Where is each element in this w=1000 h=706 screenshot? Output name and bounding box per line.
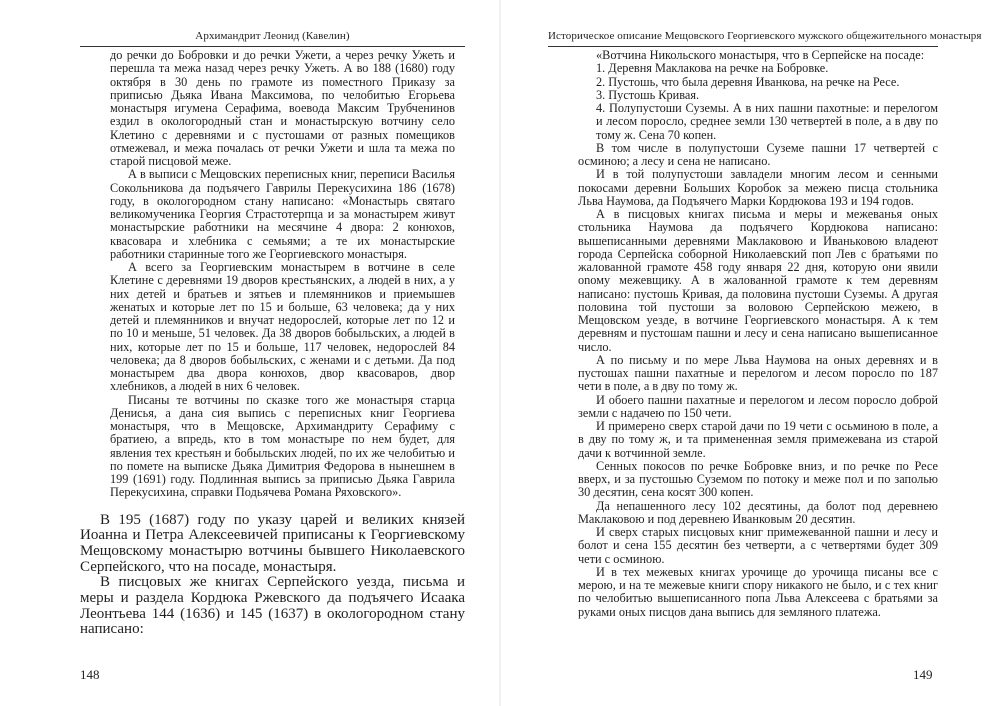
running-head-left: Архимандрит Леонид (Кавелин) — [195, 30, 350, 42]
quoted-document-left — [80, 49, 465, 500]
paragraph-gap — [80, 500, 465, 513]
header-rule-left — [80, 46, 465, 47]
quote-paragraph: А в писцовых книгах письма и меры и межеванья оных стольника Наумова да подъячего Кордюкова написано: вышеписанными деревнями Маклаковою и Иваньковою владеют города Серпейска соборной Николаевский поп Лев с братьями по жалованной грамоте 458 году января 22 дня, которую они явили onому межевщику. А в жалованной грамоте к тем деревням написано: пустошь Кривая, да половина пустоши Суземы. А другая половина той пустоши за воловою Серпейскою межею, в Мещовском уезде, в вотчине Георгиевского монастыря. А к тем деревням и пустошам пашни и лесу и сена написано вышеписанное число. — [578, 207, 938, 354]
list-item: 1. Деревня Маклакова на речке на Бобровке. — [596, 61, 829, 76]
header-rule-right — [548, 46, 938, 47]
quote-paragraph: И примерено сверх старой дачи по 19 чети с осьминою в поле, а в дву по тому ж, и та примененная земля примежевана из старой дачи к вотчинной земле. — [578, 419, 938, 460]
running-head-right: Историческое описание Мещовского Георгиевского мужского общежительного монастыря — [548, 30, 982, 42]
quote-paragraph: И обоего пашни пахатные и перелогом и лесом поросло доброй земли с надачею по 150 чети. — [578, 392, 938, 420]
right-page — [500, 0, 1000, 706]
list-item: 2. Пустошь, что была деревня Иванкова, на речке на Ресе. — [596, 74, 900, 89]
quote-paragraph: до речки до Бобровки и до речки Ужети, а через речку Ужеть и перешла та межа назад через речку Ужеть. А во 188 (1680) году октября в 30 день по грамоте из поместного Приказу за приписью Дьяка Ивана Максимова, по челобитью Егорьева монастыря игумена Серафима, воевода Максим Трубченинов ездил в окологородный стан и монастырскую вотчину село Клетино с деревнями и с пустошами от разных помещиков отмежевал, и межа почалась от речки Ужети и шла та межа по старой писцовой меже. — [110, 48, 455, 168]
body-paragraph: В 195 (1687) году по указу царей и великих князей Иоанна и Петра Алексеевичей приписаны к Георгиевскому Мещовскому монастырю вотчины бывшего Николаевского Серпейского, что на посаде, монастыря. — [80, 511, 465, 575]
page-number-left: 148 — [80, 667, 100, 682]
quote-paragraph: И в тех межевых книгах урочище до урочища писаны все с мерою, и на те межевые книги спору никакого не было, и с тех книг по челобитью вышеписанного попа Льва Алексеева с братьями за руками оных писцов дана выпись для земляного платежа. — [578, 564, 938, 619]
quote-paragraph: «Вотчина Никольского монастыря, что в Серпейске на посаде: — [596, 48, 925, 62]
quote-paragraph: А всего за Георгиевским монастырем в вотчине в селе Клетине с деревнями 19 дворов крестьянских, а людей в них, а у них детей и братьев и зятьев и племянников и приемышев женатых и которые лет по 15 и больше, 63 человека; да у них детей и племянников и внучат недорослей, которые лет по 12 и по 10 и меньше, 51 человек. Да 38 дворов бобыльских, а людей в них, которые лет по 15 и больше, 117 человек, недорослей 84 человека; да 8 дворов бобыльских, с женами и с детьми. Да под монастырем два двора конюхов, двор квасоваров, двор хлебников, а людей в них 6 человек. — [110, 260, 455, 394]
quote-paragraph: А по письму и по мере Льва Наумова на оных деревнях и в пустошах пашни пахатные и перелогом и лесом поросло по 187 чети в поле, а в дву по тому ж. — [578, 352, 938, 394]
quote-paragraph: В том числе в полупустоши Суземе пашни 17 четвертей с осминою; а лесу и сена не написано. — [578, 140, 938, 168]
page-number-right: 149 — [913, 667, 933, 682]
list-item: 3. Пустошь Кривая. — [596, 87, 700, 102]
quote-paragraph: Да непашенного лесу 102 десятины, да болот под деревнею Маклаковою и под деревнею Иванковым 20 десятин. — [578, 498, 938, 526]
quoted-document-right — [548, 49, 938, 619]
quote-paragraph: И сверх старых писцовых книг примежеванной пашни и лесу и болот и сена 155 десятин без четверти, а с четвертями будет 309 чети с осминою. — [578, 525, 938, 566]
quote-paragraph: А в выписи с Мещовских переписных книг, переписи Василья Сокольникова да подъячего Гаврилы Перекусихина 186 (1678) году, в окологородном стану написано: «Монастырь святаго великомученика Георгия Страстотерпца и за монастырем живут монастырские работники на месячине 4 двора: 2 конюхов, квасовара и хлебника с семьями; а те их монастырские работники старинные того же Георгиевского монастыря. — [110, 167, 455, 261]
left-text-block — [80, 49, 465, 638]
quote-paragraph: Сенных покосов по речке Бобровке вниз, и по речке по Ресе вверх, и за пустошью Суземом по потоку и меже пол и по заполью 30 десятин, сена косят 300 копен. — [578, 458, 938, 500]
main-text-left — [80, 513, 465, 639]
right-text-block — [548, 49, 938, 619]
list-item: 4. Полупустоши Суземы. А в них пашни пахотные: и перелогом и лесом поросло, среднее земли 130 четвертей в поле, а в дву по тому ж. Сена 70 копен. — [596, 101, 938, 142]
body-paragraph: В писцовых же книгах Серпейского уезда, письма и меры и раздела Кордюка Ржевского да подъячего Исаака Леонтьева 144 (1636) и 145 (1637) в окологородном стану написано: — [80, 574, 465, 638]
quote-paragraph: И в той полупустоши завладели многим лесом и сенными покосами деревни Больших Коробок за межею писца стольника Льва Наумова, да Подъячего Марки Кордюкова 193 и 194 годов. — [578, 167, 938, 208]
quote-paragraph: Писаны те вотчины по сказке того же монастыря старца Денисья, а дана сия выпись с переписных книг Георгиева монастыря, что в Мещовске, Архимандриту Серафиму с братиею, а впредь, кто в том монастыре по нем будет, для явления тех крестьян и бобыльских людей, по их же челобитью и по помете на выписке Дьяка Димитрия Федорова в нынешнем в 199 (1691) году. Подлинная выпись за приписью Дьяка Гаврила Перекусихина, справки Подьячева Романа Ряховского». — [110, 392, 455, 500]
